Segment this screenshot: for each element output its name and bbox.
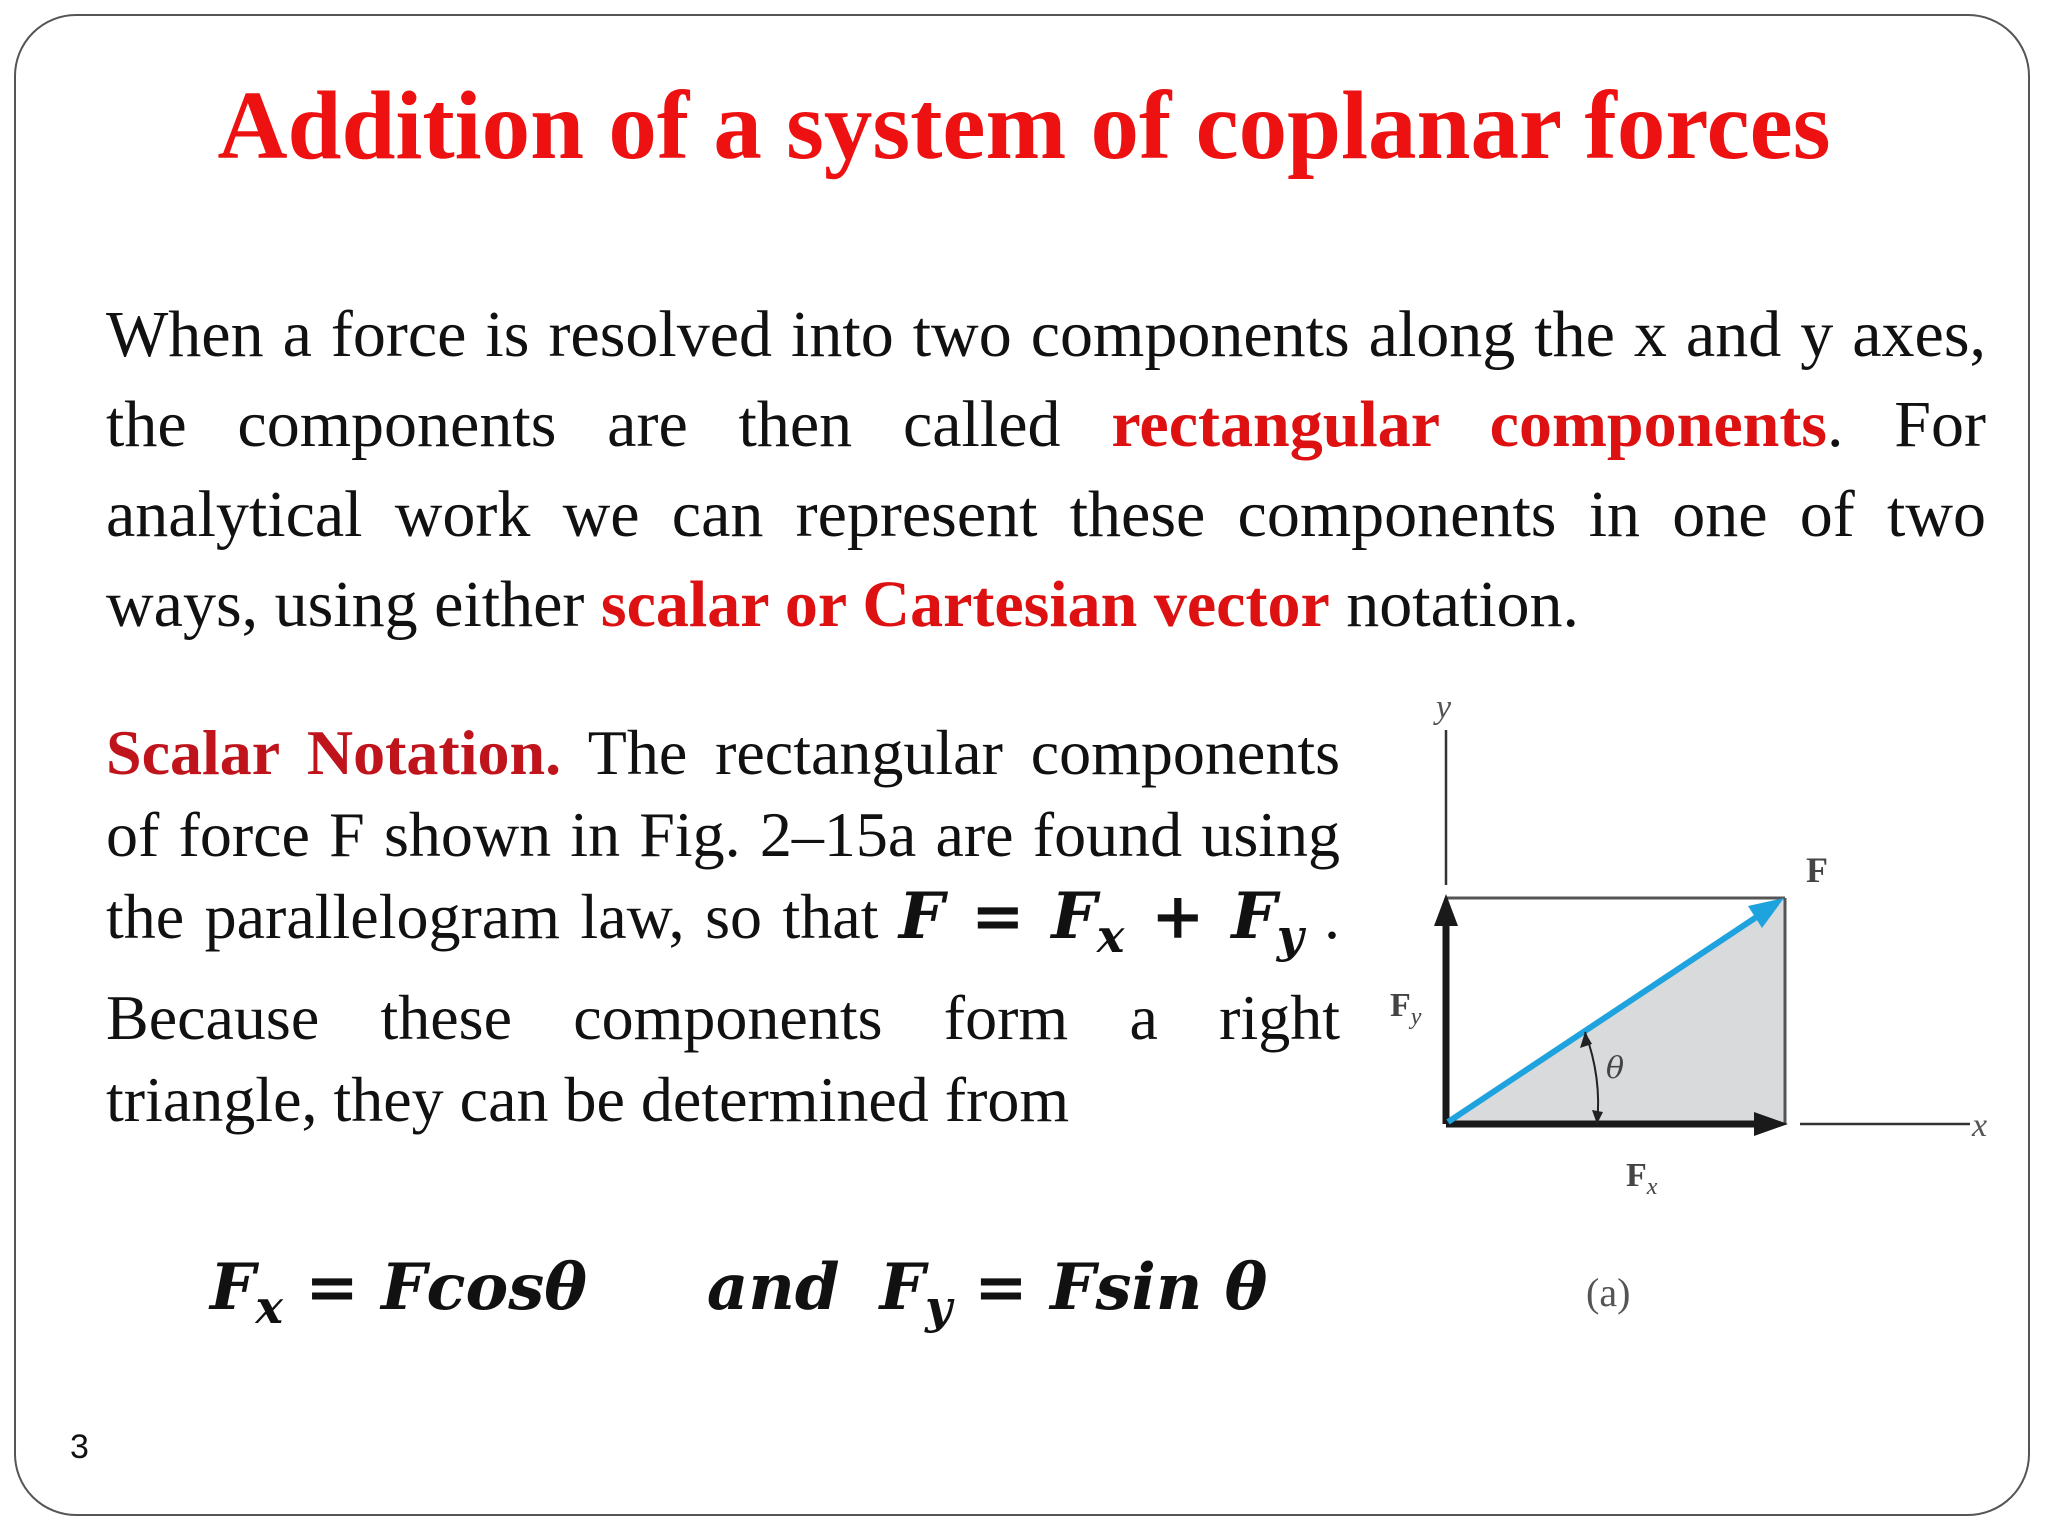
fy-equation [879,1250,1268,1334]
fx-symbol: F [210,1250,256,1325]
intro-text-3: notation. [1329,568,1580,641]
eq-plus: + F [1124,879,1277,954]
force-components-figure [1360,680,2020,1340]
rectangular-components-highlight: rectangular components [1111,388,1827,461]
intro-text-1: When a force is resolved into two components along the x and y axes, the components are then called [106,298,1986,461]
fx-subscript: x [255,1279,283,1334]
scalar-notation-heading: Scalar Notation. [106,717,562,788]
intro-text-2: . For analytical work we can represent these components in one of two ways, using either [106,388,1986,641]
fy-label-sub: y [1410,1004,1422,1030]
fx-label-sub: x [1646,1174,1658,1200]
slide-title: Addition of a system of coplanar forces [217,72,1831,179]
x-axis-label: x [1972,1107,1988,1144]
fx-rhs: = Fcosθ [282,1250,587,1325]
fy-label [1390,987,1422,1030]
fy-label-main: F [1390,987,1411,1024]
fx-label [1626,1157,1658,1200]
fy-rhs: = Fsin θ [951,1250,1268,1325]
f-label: F [1806,850,1828,890]
fx-label-main: F [1626,1157,1647,1194]
notation-highlight: scalar or Cartesian vector [600,568,1330,641]
eq-lhs: F = F [898,879,1097,954]
theta-label: θ [1606,1051,1625,1086]
eq-sub-x: x [1096,908,1125,963]
y-axis-label: y [1436,689,1452,726]
scalar-text-1: The rectangular components of force F shown in Fig. 2–15a are found using the parallelogram law, so that [106,717,1340,952]
intro-paragraph [106,290,1986,650]
page-number: 3 [70,1428,89,1466]
fy-subscript: y [925,1279,952,1334]
fx-equation [210,1250,587,1334]
scalar-text-2: . Because these components form a right triangle, they can be determined from [106,881,1341,1135]
and-word: and [706,1250,840,1325]
scalar-notation-paragraph [106,712,1340,1141]
fy-symbol: F [879,1250,926,1325]
eq-sub-y: y [1276,908,1304,963]
figure-caption: (a) [1586,1270,1631,1315]
component-equations [210,1250,1310,1334]
vector-sum-equation [898,879,1304,963]
